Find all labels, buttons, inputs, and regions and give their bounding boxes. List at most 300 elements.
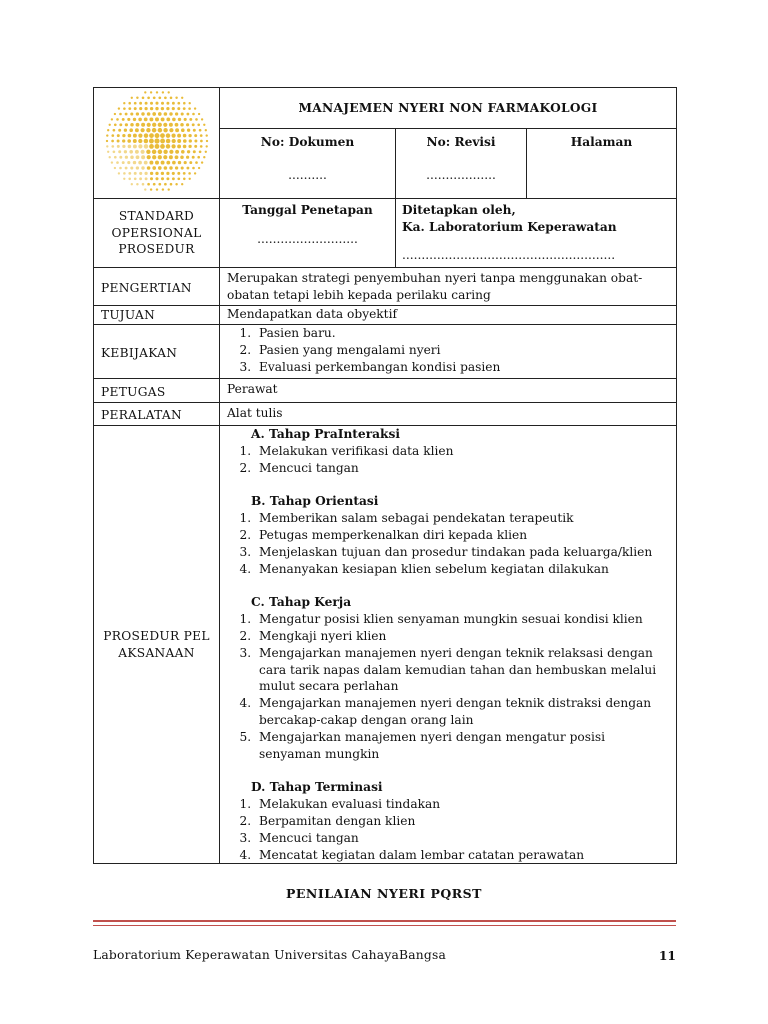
logo-dot (175, 128, 179, 132)
dotted-sphere-logo-icon (102, 89, 212, 193)
list-item: 4. Menanyakan kesiapan klien sebelum kegiatan dilakukan (255, 561, 669, 578)
logo-dot (143, 144, 148, 149)
logo-dot (128, 107, 131, 110)
logo-dot (157, 112, 161, 116)
logo-dot (171, 101, 174, 104)
logo-dot (205, 139, 207, 141)
logo-dot (181, 128, 185, 132)
ditetapkan-line1: Ditetapkan oleh, (402, 203, 516, 217)
logo-dot (155, 117, 159, 121)
logo-dot (138, 138, 142, 142)
logo-dot (188, 139, 191, 142)
logo-dot (149, 171, 152, 174)
logo-dot (113, 112, 115, 114)
logo-dot (186, 150, 189, 153)
logo-dot (119, 112, 122, 115)
logo-dot (127, 117, 130, 120)
logo-dot (113, 155, 116, 158)
prosedur-label: PROSEDUR PELAKSANAAN (94, 426, 220, 864)
logo-dot (197, 155, 200, 158)
logo-dot (174, 155, 178, 159)
logo-dot (113, 166, 115, 168)
logo-dot (144, 171, 147, 174)
footer-institution: Laboratorium Keperawatan Universitas CahayaBangsa (93, 948, 447, 962)
logo-dot (163, 155, 167, 159)
pengertian-value: Merupakan strategi penyembuhan nyeri tanpa menggunakan obat-obatan tetapi lebih kepada perilaku caring (220, 268, 677, 306)
document-title: MANAJEMEN NYERI NON FARMAKOLOGI (220, 88, 677, 129)
logo-dot (139, 177, 142, 180)
logo-dot (141, 182, 144, 185)
logo-dot (164, 182, 167, 185)
logo-dot (171, 171, 174, 174)
list-item: 2. Pasien yang mengalami nyeri (255, 342, 669, 359)
list-item: 2. Berpamitan dengan klien (255, 813, 669, 830)
logo-dot (166, 107, 169, 110)
logo-dot (192, 128, 195, 131)
logo-dot (165, 144, 170, 149)
logo-dot (155, 101, 158, 104)
logo-dot (129, 128, 133, 132)
logo-dot (200, 161, 202, 163)
logo-dot (123, 128, 126, 131)
halaman-label: Halaman (570, 135, 633, 149)
logo-dot (186, 128, 189, 131)
tanggal-label: Tanggal Penetapan (242, 203, 373, 217)
logo-dot (198, 150, 201, 153)
kebijakan-list (227, 325, 669, 375)
logo-dot (169, 128, 173, 132)
logo-dot (135, 166, 138, 169)
ditetapkan-line2: Ka. Laboratorium Keperawatan (402, 219, 617, 234)
logo-dot (138, 133, 142, 137)
logo-dot (158, 96, 161, 99)
logo-dot (203, 156, 205, 158)
logo-dot (116, 118, 119, 121)
logo-dot (164, 96, 167, 99)
logo-dot (163, 149, 167, 153)
logo-dot (197, 123, 200, 126)
logo-dot (188, 177, 190, 179)
logo-dot (110, 118, 112, 120)
logo-dot (112, 128, 115, 131)
logo-dot (147, 96, 150, 99)
logo-dot (141, 96, 144, 99)
list-item: 1. Mengatur posisi klien senyaman mungkin sesuai kondisi klien (255, 611, 669, 628)
logo-dot (191, 123, 194, 126)
logo-dot (106, 134, 108, 136)
logo-dot (160, 144, 165, 149)
logo-dot (180, 123, 184, 127)
logo-dot (177, 177, 180, 180)
logo-dot (200, 139, 203, 142)
logo-dot (146, 149, 150, 153)
logo-dot (155, 177, 158, 180)
logo-dot (149, 107, 152, 110)
logo-dot (146, 128, 150, 132)
logo-dot (189, 118, 192, 121)
logo-dot (177, 144, 181, 148)
logo-dot (118, 150, 121, 153)
logo-dot (155, 160, 159, 164)
tanggal-cell (220, 199, 396, 268)
halaman-cell (527, 129, 677, 199)
logo-dot (160, 107, 163, 110)
logo-dot (188, 172, 191, 175)
logo-dot (132, 160, 135, 163)
logo-dot (174, 166, 177, 169)
list-item: 2. Mencuci tangan (255, 460, 669, 477)
logo-dot (160, 138, 165, 143)
logo-dot (193, 107, 195, 109)
logo-dot (189, 161, 192, 164)
logo-dot (123, 150, 126, 153)
logo-dot (192, 150, 195, 153)
footer-rule (93, 920, 676, 922)
logo-dot (197, 166, 199, 168)
logo-dot (166, 101, 169, 104)
no-dokumen-value: .......... (288, 167, 327, 182)
section-c-list (227, 611, 669, 762)
logo-dot (149, 91, 151, 93)
logo-dot (188, 134, 191, 137)
logo-dot (146, 166, 150, 170)
kebijakan-cell (220, 325, 677, 379)
logo-dot (151, 128, 156, 133)
logo-dot (163, 122, 167, 126)
list-item: 3. Mencuci tangan (255, 830, 669, 847)
pengertian-label: PENGERTIAN (94, 268, 220, 306)
logo-dot (181, 183, 183, 185)
no-dokumen-cell (220, 129, 396, 199)
logo-dot (154, 144, 159, 149)
logo-dot (158, 182, 161, 185)
logo-dot (152, 182, 155, 185)
list-item: 1. Melakukan verifikasi data klien (255, 443, 669, 460)
logo-dot (138, 144, 142, 148)
logo-dot (181, 96, 183, 98)
logo-dot (174, 112, 177, 115)
logo-dot (155, 171, 158, 174)
logo-dot (124, 112, 127, 115)
logo-dot (171, 138, 175, 142)
logo-dot (169, 112, 172, 115)
logo-dot (133, 172, 136, 175)
section-b-title: B. Tahap Orientasi (251, 494, 379, 509)
logo-dot (152, 122, 156, 126)
logo-dot (116, 139, 119, 142)
logo-dot (188, 107, 191, 110)
logo-dot (117, 107, 119, 109)
logo-dot (154, 138, 159, 143)
tujuan-label: TUJUAN (94, 306, 220, 325)
logo-dot (135, 155, 139, 159)
logo-dot (123, 107, 126, 110)
logo-dot (127, 139, 131, 143)
tanggal-value: .......................... (257, 231, 358, 246)
logo-dot (141, 155, 145, 159)
logo-dot (183, 117, 186, 120)
logo-dot (149, 188, 151, 190)
logo-dot (116, 161, 119, 164)
logo-dot (133, 101, 136, 104)
logo-dot (157, 122, 161, 126)
logo-dot (147, 182, 150, 185)
logo-dot (191, 155, 194, 158)
logo-dot (175, 96, 177, 98)
logo-cell (94, 88, 220, 199)
section-d-title: D. Tahap Terminasi (251, 780, 383, 795)
logo-dot (167, 188, 169, 190)
list-item: 1. Melakukan evaluasi tindakan (255, 796, 669, 813)
logo-dot (124, 155, 127, 158)
logo-dot (130, 96, 132, 98)
logo-dot (175, 149, 179, 153)
logo-dot (169, 149, 173, 153)
logo-dot (186, 112, 189, 115)
logo-dot (188, 102, 190, 104)
logo-dot (130, 123, 134, 127)
logo-dot (123, 177, 125, 179)
prosedur-cell (220, 426, 677, 864)
logo-dot (144, 91, 146, 93)
logo-dot (134, 149, 138, 153)
peralatan-label: PERALATAN (94, 403, 220, 426)
logo-dot (169, 182, 172, 185)
logo-dot (168, 155, 172, 159)
logo-dot (185, 123, 188, 126)
logo-dot (118, 128, 121, 131)
logo-dot (111, 134, 114, 137)
logo-dot (143, 133, 148, 138)
logo-dot (192, 166, 195, 169)
logo-dot (160, 133, 165, 138)
no-revisi-cell (396, 129, 527, 199)
logo-dot (111, 139, 114, 142)
section-a-title: A. Tahap PraInteraksi (251, 427, 400, 441)
logo-dot (110, 161, 112, 163)
logo-dot (205, 134, 207, 136)
logo-dot (133, 107, 136, 110)
logo-dot (169, 166, 172, 169)
logo-dot (113, 123, 116, 126)
logo-dot (149, 101, 152, 104)
logo-dot (144, 177, 147, 180)
logo-dot (138, 117, 142, 121)
logo-dot (163, 112, 167, 116)
ditetapkan-sign: ....................................................... (402, 247, 616, 262)
logo-dot (182, 139, 186, 143)
logo-dot (167, 91, 169, 93)
logo-dot (130, 183, 132, 185)
ditetapkan-cell (396, 199, 677, 268)
logo-dot (136, 183, 138, 185)
logo-dot (136, 96, 138, 98)
sop-table (93, 87, 677, 864)
logo-dot (174, 123, 178, 127)
logo-dot (182, 172, 185, 175)
logo-dot (143, 138, 148, 143)
logo-dot (157, 128, 162, 133)
logo-dot (141, 122, 145, 126)
list-item: 3. Evaluasi perkembangan kondisi pasien (255, 359, 669, 376)
logo-dot (157, 149, 162, 154)
logo-dot (112, 150, 115, 153)
logo-dot (146, 122, 150, 126)
logo-dot (165, 133, 170, 138)
logo-dot (152, 112, 156, 116)
logo-dot (166, 160, 170, 164)
logo-dot (139, 171, 142, 174)
logo-dot (144, 188, 146, 190)
logo-dot (204, 150, 206, 152)
logo-dot (163, 166, 167, 170)
logo-dot (133, 177, 136, 180)
logo-dot (138, 160, 142, 164)
logo-dot (119, 123, 122, 126)
logo-dot (132, 144, 136, 148)
logo-dot (197, 112, 199, 114)
logo-dot (177, 139, 181, 143)
logo-dot (198, 128, 201, 131)
no-revisi-label: No: Revisi (426, 135, 496, 149)
logo-dot (181, 150, 185, 154)
logo-dot (132, 117, 135, 120)
logo-dot (160, 177, 163, 180)
kebijakan-label: KEBIJAKAN (94, 325, 220, 379)
logo-dot (194, 145, 197, 148)
logo-dot (155, 91, 157, 93)
list-item: 5. Mengajarkan manajemen nyeri dengan mengatur posisi senyaman mungkin (255, 729, 669, 763)
logo-dot (155, 188, 157, 190)
logo-dot (128, 177, 131, 180)
logo-dot (144, 107, 147, 110)
logo-dot (157, 166, 161, 170)
logo-dot (166, 171, 169, 174)
logo-dot (204, 129, 206, 131)
logo-dot (143, 160, 147, 164)
logo-dot (149, 160, 153, 164)
logo-dot (163, 128, 167, 132)
logo-dot (105, 139, 107, 141)
logo-dot (160, 171, 163, 174)
sop-label: STANDARD OPERSIONAL PROSEDUR (94, 199, 220, 268)
logo-dot (166, 117, 170, 121)
logo-dot (180, 166, 183, 169)
logo-dot (134, 128, 138, 132)
logo-dot (129, 150, 133, 154)
logo-dot (195, 118, 198, 121)
logo-dot (157, 155, 161, 159)
logo-dot (123, 102, 125, 104)
logo-dot (161, 188, 163, 190)
logo-dot (149, 177, 152, 180)
section-c-title: C. Tahap Kerja (251, 595, 352, 610)
logo-dot (160, 160, 164, 164)
logo-dot (177, 107, 180, 110)
logo-dot (161, 91, 163, 93)
logo-dot (122, 144, 125, 147)
logo-dot (193, 172, 195, 174)
logo-dot (141, 166, 144, 169)
logo-dot (127, 133, 131, 137)
logo-dot (199, 145, 202, 148)
logo-dot (117, 172, 119, 174)
logo-dot (177, 101, 180, 104)
logo-dot (180, 112, 183, 115)
logo-dot (171, 133, 175, 137)
logo-dot (135, 123, 139, 127)
logo-dot (188, 144, 191, 147)
logo-dot (127, 161, 130, 164)
logo-dot (180, 155, 184, 159)
peralatan-value: Alat tulis (220, 403, 677, 426)
petugas-label: PETUGAS (94, 379, 220, 403)
tujuan-value: Mendapatkan data obyektif (220, 306, 677, 325)
logo-dot (177, 160, 180, 163)
logo-dot (119, 155, 122, 158)
list-item: 1. Pasien baru. (255, 325, 669, 342)
logo-dot (139, 101, 142, 104)
logo-dot (165, 138, 170, 143)
list-item: 3. Menjelaskan tujuan dan prosedur tindakan pada keluarga/klien (255, 544, 669, 561)
logo-dot (146, 112, 150, 116)
logo-dot (171, 177, 174, 180)
logo-dot (127, 144, 131, 148)
no-dokumen-label: No: Dokumen (260, 135, 355, 149)
logo-dot (152, 166, 156, 170)
logo-dot (152, 155, 156, 159)
logo-dot (141, 112, 144, 115)
logo-dot (122, 139, 125, 142)
logo-dot (149, 117, 153, 121)
logo-dot (172, 117, 176, 121)
list-item: 2. Petugas memperkenalkan diri kepada klien (255, 527, 669, 544)
logo-dot (108, 156, 110, 158)
logo-dot (152, 96, 155, 99)
logo-dot (194, 139, 197, 142)
section-a-list (227, 443, 669, 477)
logo-dot (155, 107, 158, 110)
logo-dot (182, 144, 186, 148)
logo-dot (169, 96, 172, 99)
list-item: 4. Mengajarkan manajemen nyeri dengan teknik distraksi dengan bercakap-cakap dengan orang lain (255, 695, 669, 729)
logo-dot (194, 134, 197, 137)
logo-dot (139, 107, 142, 110)
logo-dot (111, 145, 114, 148)
list-item: 3. Mengajarkan manajemen nyeri dengan teknik relaksasi dengan cara tarik napas dalam kemudian tahan dan hembuskan melalui mulut secara perlahan (255, 645, 669, 695)
logo-dot (177, 133, 181, 137)
list-item: 2. Mengkaji nyeri klien (255, 628, 669, 645)
logo-dot (160, 117, 164, 121)
logo-dot (182, 133, 186, 137)
logo-dot (123, 172, 126, 175)
logo-dot (130, 166, 133, 169)
logo-dot (203, 123, 205, 125)
logo-dot (205, 145, 207, 147)
logo-dot (116, 134, 119, 137)
logo-dot (121, 118, 124, 121)
logo-dot (143, 117, 147, 121)
logo-dot (183, 177, 186, 180)
logo-dot (128, 102, 131, 105)
list-item: 1. Memberikan salam sebagai pendekatan terapeutik (255, 510, 669, 527)
footer-rule-thin (93, 925, 676, 926)
logo-dot (149, 144, 154, 149)
logo-dot (171, 144, 175, 148)
logo-dot (182, 107, 185, 110)
logo-dot (130, 112, 133, 115)
logo-dot (132, 133, 136, 137)
